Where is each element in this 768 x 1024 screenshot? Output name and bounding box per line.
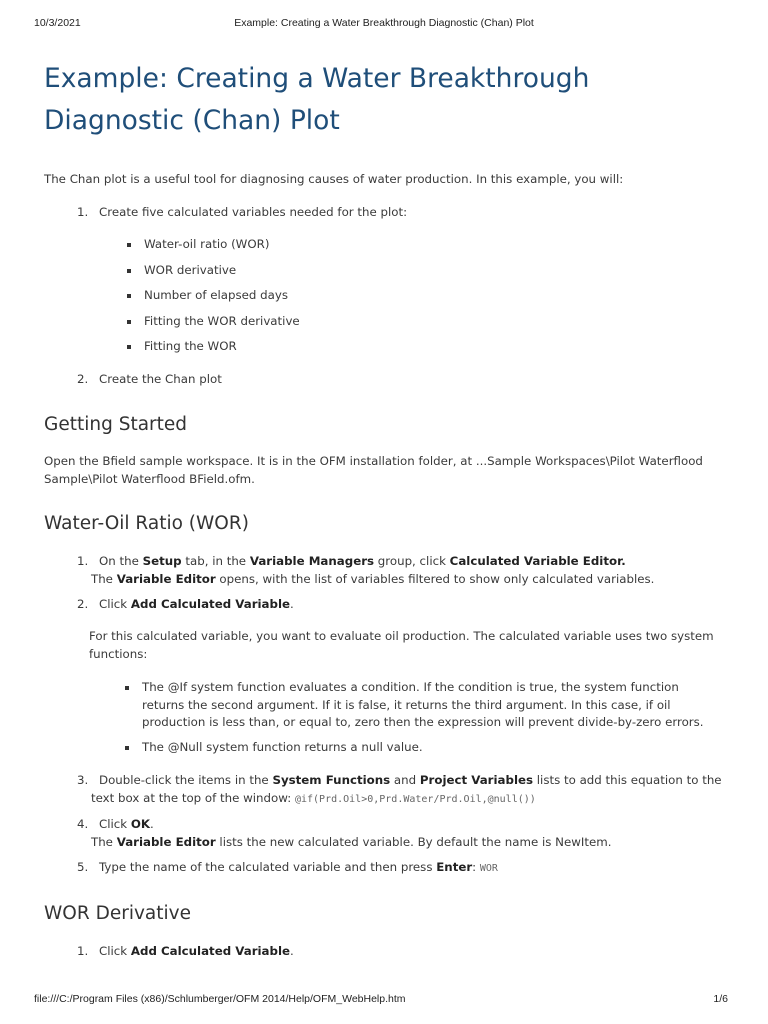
variable-name-code: WOR — [479, 863, 498, 874]
step-text: and — [390, 773, 420, 787]
list-item: Fitting the WOR — [144, 338, 749, 356]
page-title: Example: Creating a Water Breakthrough Diagnostic (Chan) Plot — [44, 63, 590, 136]
list-item: Water-oil ratio (WOR) — [144, 236, 749, 254]
list-item: Fitting the WOR derivative — [144, 313, 749, 331]
wor-step-3 — [77, 772, 731, 808]
step-text: The — [91, 834, 117, 849]
step-number: 1. — [77, 554, 89, 568]
step-text: lists to add this equation to the text box at the top of the window: — [91, 773, 722, 805]
wor-step-5 — [77, 859, 731, 878]
step-text: The — [91, 571, 117, 586]
step-number: 2. — [77, 372, 89, 386]
step-item — [77, 371, 731, 389]
print-header-title: Example: Creating a Water Breakthrough Diagnostic (Chan) Plot — [234, 17, 534, 29]
step-text: Click — [99, 817, 131, 831]
step-text: . — [290, 597, 294, 611]
getting-started-text: Open the Bfield sample workspace. It is in the OFM installation folder, at ...Sample Workspaces\Pilot Waterflood Sample\Pilot Waterflood BField.ofm. — [44, 454, 703, 486]
ui-term-project-variables: Project Variables — [419, 773, 534, 787]
step-text: tab, in the — [181, 554, 250, 568]
wor-step-4 — [77, 816, 731, 851]
wor-derivative-step-1 — [77, 943, 731, 961]
print-date: 10/3/2021 — [34, 17, 81, 29]
step-text: Create the Chan plot — [99, 372, 222, 386]
step-text: opens, with the list of variables filtered to show only calculated variables. — [215, 571, 655, 586]
ui-term-setup: Setup — [142, 554, 182, 568]
step-text: . — [150, 817, 154, 831]
ui-term-enter: Enter — [436, 860, 473, 874]
section-heading-getting-started: Getting Started — [44, 414, 188, 435]
section-heading-wor-derivative: WOR Derivative — [44, 903, 191, 924]
step-number: 5. — [77, 860, 89, 874]
print-footer-path: file:///C:/Program Files (x86)/Schlumberger/OFM 2014/Help/OFM_WebHelp.htm — [34, 993, 406, 1005]
list-item: The @If system function evaluates a condition. If the condition is true, the system function returns the second argument. If it is false, it returns the third argument. In this case, if oil production is less than, or equal to, zero then the expression will prevent divide-by-zero errors. — [142, 679, 722, 732]
step-number: 3. — [77, 773, 89, 787]
step-text: On the — [99, 554, 143, 568]
step-text: Create five calculated variables needed for the plot: — [99, 205, 408, 219]
step-text: : — [472, 860, 480, 874]
intro-text: The Chan plot is a useful tool for diagnosing causes of water production. In this example, you will: — [44, 172, 624, 186]
step-item — [77, 204, 731, 222]
step-text: Click — [99, 944, 131, 958]
section-heading-wor: Water-Oil Ratio (WOR) — [44, 513, 249, 534]
step-text: lists the new calculated variable. By default the name is NewItem. — [215, 834, 612, 849]
document-body — [44, 58, 734, 958]
ui-term-variable-editor: Variable Editor — [116, 571, 216, 586]
print-page-number: 1/6 — [713, 993, 728, 1005]
ui-term-system-functions: System Functions — [272, 773, 391, 787]
step-text: Type the name of the calculated variable and then press — [99, 860, 437, 874]
step-text: . — [290, 944, 294, 958]
list-item: WOR derivative — [144, 262, 749, 280]
ui-term-variable-managers: Variable Managers — [249, 554, 375, 568]
list-item: Number of elapsed days — [144, 287, 749, 305]
step-text: Click — [99, 597, 131, 611]
ui-term-ok: OK — [130, 817, 151, 831]
step-text: group, click — [374, 554, 450, 568]
equation-code: @if(Prd.Oil>0,Prd.Water/Prd.Oil,@null()) — [294, 793, 536, 805]
wor-step-2 — [77, 596, 731, 614]
wor-step-1 — [77, 553, 731, 588]
list-item: The @Null system function returns a null value. — [142, 739, 722, 757]
step-number: 1. — [77, 205, 89, 219]
ui-term-add-calculated-variable: Add Calculated Variable — [130, 597, 291, 611]
wor-explanation: For this calculated variable, you want to evaluate oil production. The calculated variable uses two system functions: — [89, 629, 714, 661]
step-number: 4. — [77, 817, 89, 831]
step-number: 1. — [77, 944, 89, 958]
step-text: Double-click the items in the — [99, 773, 273, 787]
ui-term-add-calculated-variable: Add Calculated Variable — [130, 944, 291, 958]
ui-term-variable-editor: Variable Editor — [116, 834, 216, 849]
ui-term-calculated-variable-editor: Calculated Variable Editor. — [449, 554, 626, 568]
step-number: 2. — [77, 597, 89, 611]
